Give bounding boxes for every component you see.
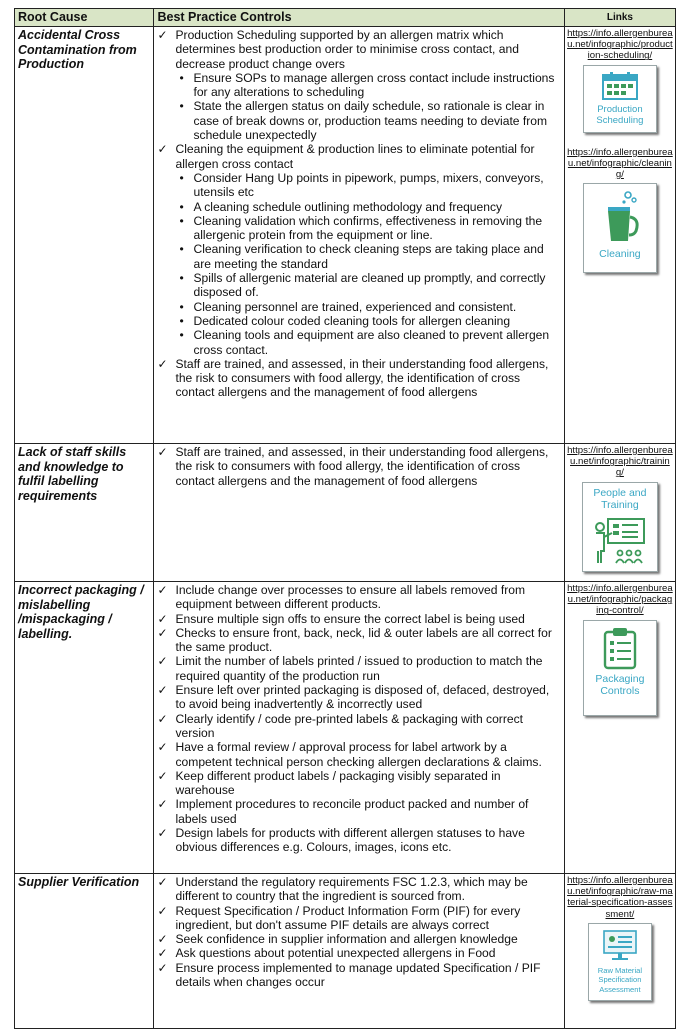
control-check-item (157, 904, 561, 933)
bullet-icon: • (179, 170, 184, 185)
control-text: Limit the number of labels printed / issued to production to match the required quantity of the production run (175, 654, 543, 683)
controls-cell (154, 27, 564, 444)
control-text: Staff are trained, and assessed, in their understanding food allergens, the risk to consumers with food allergy, the identification of cross contact allergens and the management of food allergens (175, 356, 549, 400)
control-text: Cleaning verification to check cleaning steps are taking place and are meeting the standard (193, 242, 544, 271)
control-check-item (157, 445, 561, 488)
infographic-link[interactable]: https://info.allergenbureau.net/infographic/raw-material-specification-assessment/ (567, 875, 673, 920)
control-text: Have a formal review / approval process for label artwork by a competent technical person checking allergen declarations & claims. (175, 740, 542, 769)
header-row (15, 9, 676, 27)
links-cell (564, 27, 675, 444)
checkmark-icon: ✓ (157, 960, 168, 975)
calendar-icon (584, 71, 656, 101)
control-check-item (157, 769, 561, 798)
checkmark-icon: ✓ (157, 28, 168, 42)
links-cell (564, 444, 675, 582)
infographic-link[interactable]: https://info.allergenbureau.net/infographic/cleaning/ (567, 146, 673, 181)
monitor-icon (589, 929, 651, 963)
controls-cell (154, 874, 564, 1029)
control-text: A cleaning schedule outlining methodology and frequency (193, 199, 503, 214)
checkmark-icon: ✓ (157, 797, 168, 812)
control-check-item (157, 357, 561, 400)
control-check-item (157, 712, 561, 741)
bullet-icon: • (179, 70, 184, 85)
control-check-item (157, 946, 561, 960)
bucket-icon (584, 189, 656, 245)
control-text: Cleaning personnel are trained, experienced and consistent. (193, 299, 517, 314)
control-text: Checks to ensure front, back, neck, lid & outer labels are all correct for the same product. (175, 625, 552, 655)
control-check-item (157, 583, 561, 612)
control-check-item (157, 626, 561, 655)
control-text: Production Scheduling supported by an allergen matrix which determines best production order to minimise cross contact, and decrease product change overs (175, 28, 519, 71)
control-text: Request Specification / Product Information Form (PIF) for every ingredient, but don't assume PIF details are always correct (175, 903, 521, 932)
checkmark-icon: ✓ (157, 740, 168, 755)
clipboard-icon (584, 626, 656, 670)
control-text: Keep different product labels / packaging visibly separated in warehouse (175, 768, 501, 798)
tile-caption: Cleaning (599, 248, 641, 261)
bullet-icon: • (179, 199, 184, 214)
controls-cell (154, 582, 564, 874)
checkmark-icon: ✓ (157, 711, 168, 726)
checkmark-icon: ✓ (157, 142, 168, 157)
checkmark-icon: ✓ (157, 768, 168, 783)
control-bullet-item (157, 99, 561, 142)
header-controls: Best Practice Controls (154, 9, 564, 27)
control-text: Understand the regulatory requirements FSC 1.2.3, which may be different to country that the ingredient is sourced from. (175, 875, 528, 904)
control-text: Consider Hang Up points in pipework, pumps, mixers, conveyors, utensils etc (193, 170, 544, 200)
infographic-tile[interactable] (583, 65, 657, 133)
control-check-item (157, 612, 561, 626)
checkmark-icon: ✓ (157, 583, 168, 597)
control-text: Dedicated colour coded cleaning tools for allergen cleaning (193, 313, 511, 328)
links-cell (564, 874, 675, 1029)
control-bullet-item (157, 328, 561, 357)
bullet-icon: • (179, 99, 184, 114)
control-check-item (157, 28, 561, 71)
control-check-item (157, 797, 561, 826)
control-text: Ensure multiple sign offs to ensure the correct label is being used (175, 611, 525, 626)
control-bullet-item (157, 300, 561, 314)
bullet-icon: • (179, 242, 184, 257)
control-bullet-item (157, 171, 561, 200)
control-text: State the allergen status on daily schedule, so rationale is clear in case of break downs or, production teams needing to deviate from schedule unexpectedly (193, 99, 548, 143)
links-cell (564, 582, 675, 874)
infographic-link[interactable]: https://info.allergenbureau.net/infographic/training/ (567, 445, 673, 479)
root-cause-cell: Supplier Verification (15, 874, 154, 1029)
control-bullet-item (157, 271, 561, 300)
control-bullet-item (157, 314, 561, 328)
control-bullet-item (157, 214, 561, 243)
infographic-tile[interactable] (583, 183, 657, 273)
table-row (15, 444, 676, 582)
controls-cell (154, 444, 564, 582)
control-text: Spills of allergenic material are cleaned up promptly, and correctly disposed of. (193, 271, 546, 300)
control-check-item (157, 683, 561, 712)
checkmark-icon: ✓ (157, 625, 168, 640)
control-check-item (157, 875, 561, 904)
control-bullet-item (157, 242, 561, 271)
control-text: Clearly identify / code pre-printed labels & packaging with correct version (175, 711, 523, 740)
control-text: Seek confidence in supplier information and allergen knowledge (175, 932, 518, 947)
checkmark-icon: ✓ (157, 683, 168, 698)
allergen-controls-table (14, 8, 676, 1029)
infographic-link[interactable]: https://info.allergenbureau.net/infographic/production-scheduling/ (567, 28, 673, 62)
table-row (15, 27, 676, 444)
bullet-icon: • (179, 328, 184, 343)
control-check-item (157, 654, 561, 683)
bullet-icon: • (179, 271, 184, 286)
tile-caption: Packaging Controls (595, 672, 645, 698)
checkmark-icon: ✓ (157, 654, 168, 669)
control-text: Cleaning the equipment & production lines to eliminate potential for allergen cross contact (175, 142, 535, 171)
control-check-item (157, 142, 561, 171)
tile-caption: People and Training (593, 486, 647, 512)
control-check-item (157, 826, 561, 855)
checkmark-icon: ✓ (157, 903, 168, 918)
control-text: Design labels for products with different allergen statuses to have obvious differences e.g. Colours, images, icons etc. (175, 826, 525, 855)
bullet-icon: • (179, 299, 184, 314)
infographic-tile[interactable] (582, 482, 658, 572)
checkmark-icon: ✓ (157, 611, 168, 626)
checkmark-icon: ✓ (157, 356, 168, 371)
control-text: Include change over processes to ensure all labels removed from equipment between different products. (175, 583, 526, 612)
presenter-icon (583, 517, 657, 565)
control-text: Staff are trained, and assessed, in their understanding food allergens, the risk to consumers with food allergy, the identification of cross contact allergens and the management of food allergens (175, 445, 549, 488)
table-row (15, 582, 676, 874)
checkmark-icon: ✓ (157, 932, 168, 947)
control-text: Ask questions about potential unexpected allergens in Food (175, 946, 496, 961)
tile-caption: Production Scheduling (596, 103, 644, 127)
control-text: Ensure left over printed packaging is disposed of, defaced, destroyed, to avoid being inadvertently & incorrectly used (175, 683, 550, 712)
control-bullet-item (157, 200, 561, 214)
bullet-icon: • (179, 213, 184, 228)
root-cause-cell: Accidental Cross Contamination from Production (15, 27, 154, 444)
control-text: Cleaning validation which confirms, effectiveness in removing the allergenic protein from the equipment or line. (193, 213, 543, 243)
control-check-item (157, 740, 561, 769)
control-check-item (157, 961, 561, 990)
table-row (15, 874, 676, 1029)
header-root-cause: Root Cause (15, 9, 154, 27)
root-cause-cell: Lack of staff skills and knowledge to fulfil labelling requirements (15, 444, 154, 582)
infographic-link[interactable]: https://info.allergenbureau.net/infographic/packaging-control/ (567, 583, 673, 617)
control-text: Implement procedures to reconcile product packed and number of labels used (175, 797, 529, 826)
checkmark-icon: ✓ (157, 946, 168, 961)
tile-caption: Raw Material Specification Assessment (597, 965, 643, 994)
control-bullet-item (157, 71, 561, 100)
infographic-tile[interactable] (588, 923, 652, 1001)
checkmark-icon: ✓ (157, 826, 168, 841)
control-check-item (157, 932, 561, 946)
checkmark-icon: ✓ (157, 445, 168, 459)
checkmark-icon: ✓ (157, 875, 168, 889)
control-text: Cleaning tools and equipment are also cleaned to prevent allergen cross contact. (193, 328, 550, 357)
root-cause-cell: Incorrect packaging / mislabelling /mispackaging / labelling. (15, 582, 154, 874)
infographic-tile[interactable] (583, 620, 657, 716)
header-links: Links (564, 9, 675, 27)
control-text: Ensure SOPs to manage allergen cross contact include instructions for any alterations to scheduling (193, 70, 555, 100)
bullet-icon: • (179, 313, 184, 328)
control-text: Ensure process implemented to manage updated Specification / PIF details when changes occur (175, 960, 541, 990)
